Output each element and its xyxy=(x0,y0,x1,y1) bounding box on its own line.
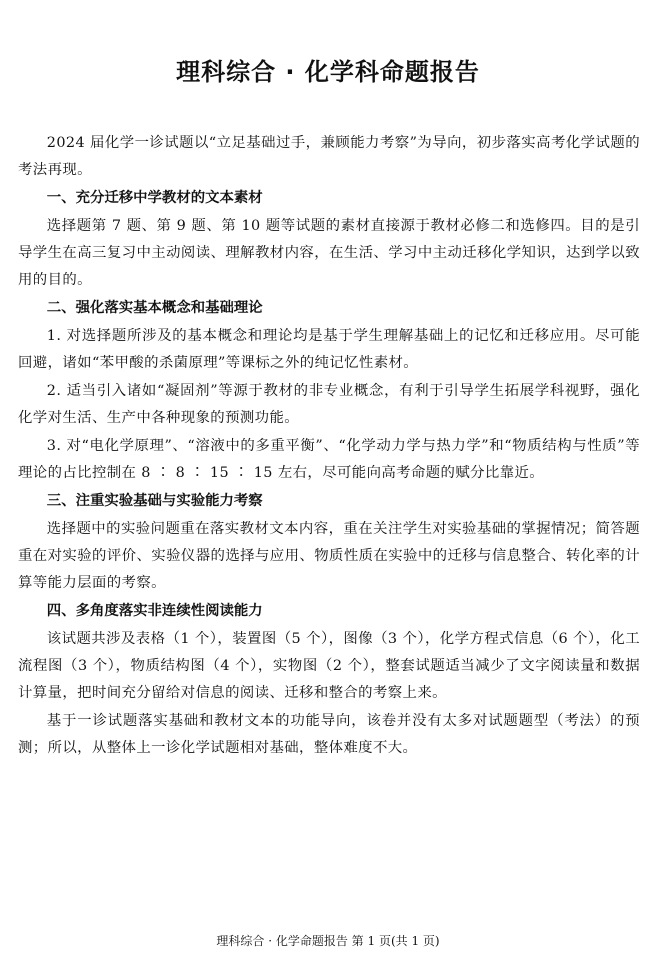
section-2-item-2: 2. 适当引入诸如“凝固剂”等源于教材的非专业概念，有利于引导学生拓展学科视野，强化化学对生活、生产中各种现象的预测功能。 xyxy=(18,383,640,426)
section-4-paragraph-1: 该试题共涉及表格（1 个），装置图（5 个），图像（3 个），化学方程式信息（6 个），化工流程图（3 个），物质结构图（4 个），实物图（2 个），整套试题适当减少了文字阅读量和数据计算量，把时间充分留给对信息的阅读、迁移和整合的考察上来。 xyxy=(18,631,640,701)
document-body xyxy=(18,130,640,763)
page-footer: 理科综合 · 化学命题报告 第 1 页(共 1 页) xyxy=(216,934,440,948)
section-2-item-3: 3. 对“电化学原理”、“溶液中的多重平衡”、“化学动力学与热力学”和“物质结构与性质”等理论的占比控制在 8 ∶ 8 ∶ 15 ∶ 15 左右，尽可能向高考命题的赋分比靠近。 xyxy=(18,438,640,481)
section-1-heading: 一、充分迁移中学教材的文本素材 xyxy=(46,190,263,206)
section-4-heading: 四、多角度落实非连续性阅读能力 xyxy=(46,603,263,619)
section-2-item-1: 1. 对选择题所涉及的基本概念和理论均是基于学生理解基础上的记忆和迁移应用。尽可能回避，诸如“苯甲酸的杀菌原理”等课标之外的纯记忆性素材。 xyxy=(18,328,640,371)
section-1-paragraph: 选择题第 7 题、第 9 题、第 10 题等试题的素材直接源于教材必修二和选修四。目的是引导学生在高三复习中主动阅读、理解教材内容，在生活、学习中主动迁移化学知识，达到学以致用的目的。 xyxy=(18,218,640,288)
intro-paragraph: 2024 届化学一诊试题以“立足基础过手，兼顾能力考察”为导向，初步落实高考化学试题的考法再现。 xyxy=(18,135,640,178)
section-3-heading: 三、注重实验基础与实验能力考察 xyxy=(46,493,263,509)
section-4-paragraph-2: 基于一诊试题落实基础和教材文本的功能导向，该卷并没有太多对试题题型（考法）的预测；所以，从整体上一诊化学试题相对基础，整体难度不大。 xyxy=(18,713,640,756)
section-2-heading: 二、强化落实基本概念和基础理论 xyxy=(46,300,263,316)
section-3-paragraph: 选择题中的实验问题重在落实教材文本内容，重在关注学生对实验基础的掌握情况；简答题重在对实验的评价、实验仪器的选择与应用、物质性质在实验中的迁移与信息整合、转化率的计算等能力层面的考察。 xyxy=(18,521,640,591)
page-title: 理科综合 · 化学科命题报告 xyxy=(176,58,480,86)
